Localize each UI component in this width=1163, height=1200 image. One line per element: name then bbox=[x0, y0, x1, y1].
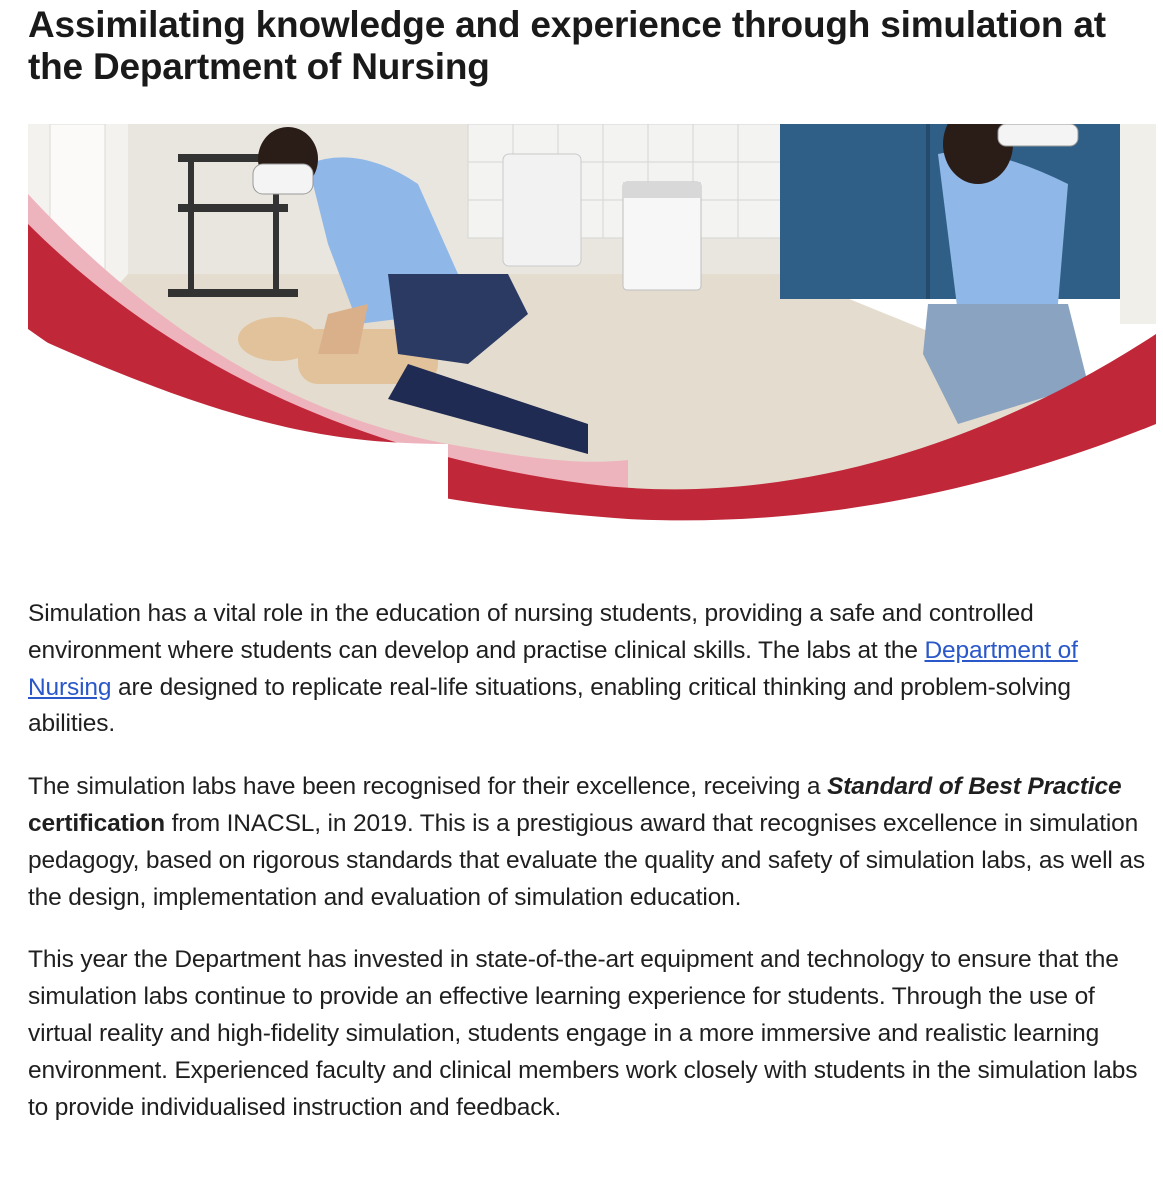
certification-emphasis: certification bbox=[28, 809, 165, 837]
standard-of-best-practice-emphasis: Standard of Best Practice bbox=[827, 773, 1122, 801]
hero-image bbox=[28, 124, 1156, 534]
paragraph-intro-text-end: are designed to replicate real-life situations, enabling critical thinking and problem-solving abilities. bbox=[28, 673, 1071, 738]
paragraph-intro-text-start: Simulation has a vital role in the education of nursing students, providing a safe and controlled environment where students can develop and practise clinical skills. The labs at the bbox=[28, 600, 1034, 664]
paragraph-certification-text-end: from INACSL, in 2019. This is a prestigious award that recognises excellence in simulation pedagogy, based on rigorous standards that evaluate the quality and safety of simulation labs, as well as the design, implementation and evaluation of simulation education. bbox=[28, 809, 1145, 911]
paragraph-certification-text-start: The simulation labs have been recognised for their excellence, receiving a bbox=[28, 773, 828, 801]
paragraph-investment: This year the Department has invested in state-of-the-art equipment and technology to ensure that the simulation labs continue to provide an effective learning experience for students. Through the use of virtual reality and high-fidelity simulation, students engage in a more immersive and realistic learning environment. Experienced faculty and clinical members work closely with students in the simulation labs to provide individualised instruction and feedback. bbox=[28, 946, 1138, 1121]
article-body bbox=[28, 596, 1153, 1152]
photo-nursing-students-vr-simulation-icon bbox=[28, 124, 1156, 534]
article-headline: Assimilating knowledge and experience through simulation at the Department of Nursing bbox=[28, 4, 1106, 87]
paragraph-certification bbox=[28, 769, 1153, 916]
department-of-nursing-link[interactable]: Department of Nursing bbox=[28, 636, 1078, 701]
paragraph-intro bbox=[28, 596, 1153, 743]
